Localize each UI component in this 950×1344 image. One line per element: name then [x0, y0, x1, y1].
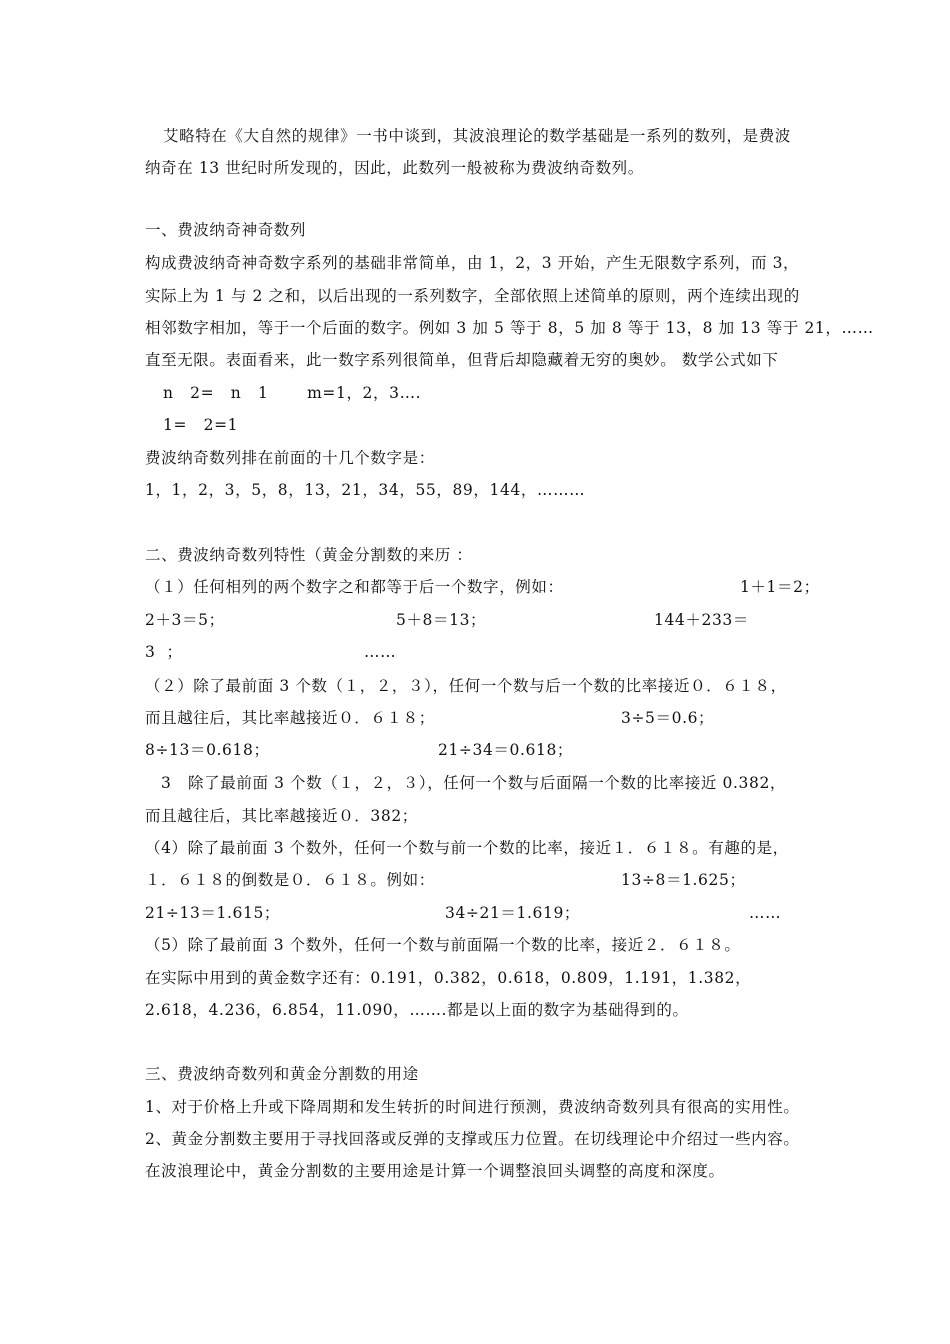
example-equation: 21÷34＝0.618； — [438, 741, 574, 759]
property-2-line-2: 而且越往后，其比率越接近０．６１８； — [145, 709, 435, 727]
section-1-heading: 一、费波纳奇神奇数列 — [145, 221, 307, 239]
sequence-label: 费波纳奇数列排在前面的十几个数字是： — [145, 449, 435, 467]
formula-initial: 1= 2=1 — [163, 416, 239, 434]
example-equation: 21÷13＝1.615； — [145, 904, 281, 922]
formula-recurrence: n 2= n 1 m=1，2，3…. — [163, 384, 422, 402]
ellipsis: …… — [364, 643, 397, 661]
sequence-list: 1，1，2，3，5，8，13，21，34，55，89，144，……… — [145, 481, 586, 499]
section-1-paragraph-line: 相邻数字相加，等于一个后面的数字。例如 3 加 5 等于 8，5 加 8 等于 13，8 加 13 等于 21，…… — [145, 319, 874, 337]
property-5-text: （5）除了最前面 3 个数外，任何一个数与前面隔一个数的比率，接近２．６１８。 — [145, 936, 741, 954]
section-1-paragraph-line: 实际上为 1 与 2 之和，以后出现的一系列数字，全部依照上述简单的原则，两个连续出现的 — [145, 287, 800, 305]
example-equation: 2＋3＝5； — [145, 611, 225, 629]
example-equation: 144＋233＝ — [654, 611, 749, 629]
example-equation: 3÷5＝0.6； — [621, 709, 715, 727]
property-1-text: （１）任何相列的两个数字之和都等于后一个数字，例如： — [145, 578, 564, 596]
property-4-line-2: １．６１８的倒数是０．６１８。例如： — [145, 871, 435, 889]
section-1-paragraph-line: 直至无限。表面看来，此一数字系列很简单，但背后却隐藏着无穷的奥妙。 数学公式如下 — [145, 351, 779, 369]
example-equation: 1＋1＝2； — [740, 578, 820, 596]
intro-line-1: 艾略特在《大自然的规律》一书中谈到，其波浪理论的数学基础是一系列的数列，是费波 — [163, 127, 791, 145]
golden-numbers-line: 在实际中用到的黄金数字还有：0.191，0.382，0.618，0.809，1.191，1.382， — [145, 969, 752, 987]
golden-numbers-line: 2.618，4.236，6.854，11.090，…….都是以上面的数字为基础得到的。 — [145, 1001, 689, 1019]
example-equation-continued: 3 ； — [145, 643, 183, 661]
section-1-paragraph-line: 构成费波纳奇神奇数字系列的基础非常简单，由 1，2，3 开始，产生无限数字系列，而 3， — [145, 254, 800, 272]
usage-line: 2、黄金分割数主要用于寻找回落或反弹的支撑或压力位置。在切线理论中介绍过一些内容。 — [145, 1130, 800, 1148]
usage-line: 在波浪理论中，黄金分割数的主要用途是计算一个调整浪回头调整的高度和深度。 — [145, 1162, 725, 1180]
usage-line: 1、对于价格上升或下降周期和发生转折的时间进行预测，费波纳奇数列具有很高的实用性。 — [145, 1098, 800, 1116]
property-2-text: （２）除了最前面 3 个数（１，２，３），任何一个数与后一个数的比率接近０．６１８， — [145, 677, 787, 695]
example-equation: 13÷8＝1.625； — [621, 871, 746, 889]
example-equation: 8÷13＝0.618； — [145, 741, 270, 759]
property-4-text: （4）除了最前面 3 个数外，任何一个数与前一个数的比率，接近１．６１８。有趣的是， — [145, 839, 789, 857]
example-equation: 5＋8＝13； — [396, 611, 487, 629]
intro-line-2: 纳奇在 13 世纪时所发现的，因此，此数列一般被称为费波纳奇数列。 — [145, 159, 644, 177]
ellipsis: …… — [749, 904, 782, 922]
section-2-heading: 二、费波纳奇数列特性（黄金分割数的来历 ： — [145, 546, 473, 564]
example-equation: 34÷21＝1.619； — [445, 904, 581, 922]
property-3-text: 3 除了最前面 3 个数（１，２，３），任何一个数与后面隔一个数的比率接近 0.382， — [161, 774, 787, 792]
property-3-line-2: 而且越往后，其比率越接近０．382； — [145, 807, 418, 825]
section-3-heading: 三、费波纳奇数列和黄金分割数的用途 — [145, 1065, 419, 1083]
